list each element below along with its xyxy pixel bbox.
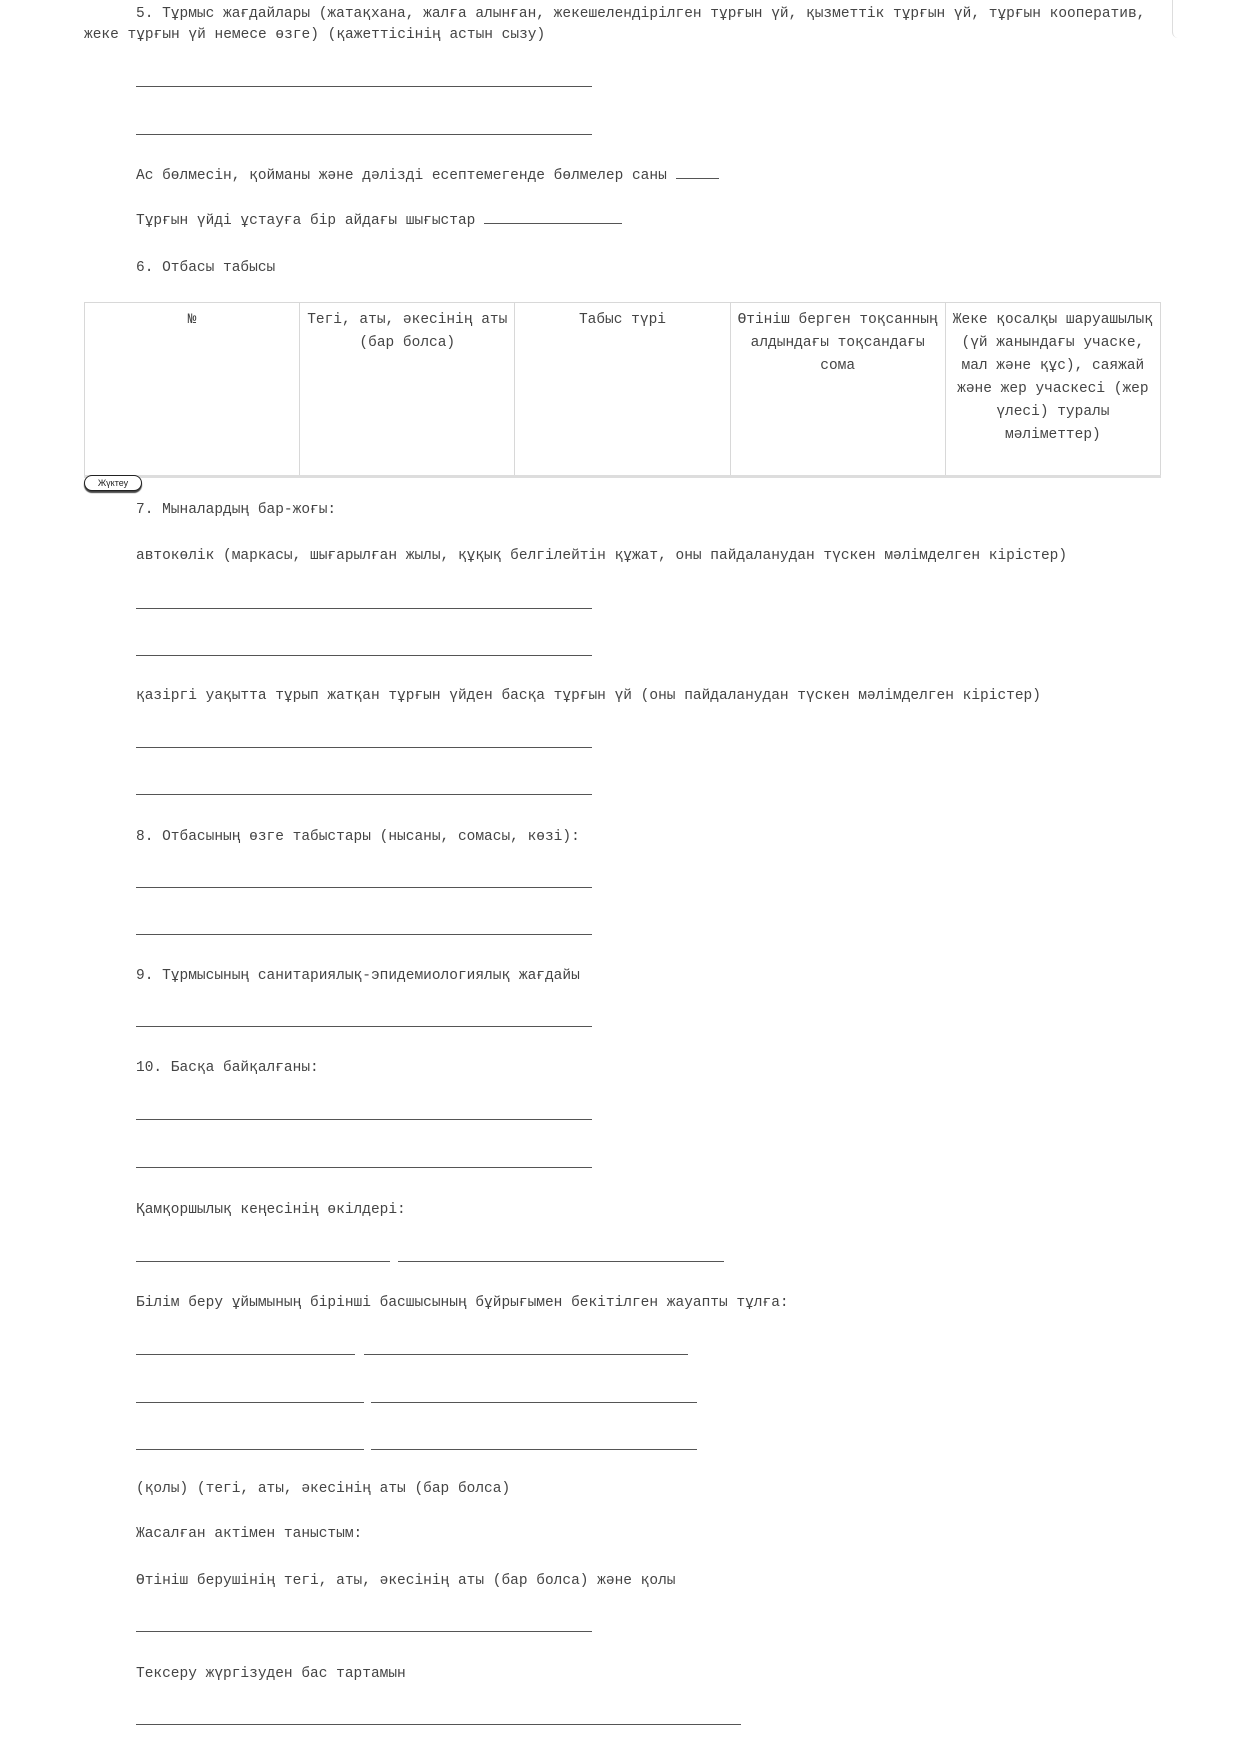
blank-line <box>136 934 592 935</box>
section9-title: 9. Тұрмысының санитариялық-эпидемиологиялық жағдайы <box>136 968 580 984</box>
housing-label: қазіргі уақытта тұрып жатқан тұрғын үйден басқа тұрғын үй (оны пайдаланудан түскен мәлімделген кірістер) <box>136 688 1041 704</box>
council-label: Қамқоршылық кеңесінің өкілдері: <box>136 1202 406 1218</box>
blank-line <box>136 1026 592 1027</box>
section8-title: 8. Отбасының өзге табыстары (нысаны, сомасы, көзі): <box>136 829 580 845</box>
blank-line <box>136 655 592 656</box>
name-line <box>398 1261 724 1262</box>
scroll-edge <box>1172 0 1183 38</box>
signature-line <box>136 1402 364 1403</box>
blank-line <box>136 1167 592 1168</box>
col-name: Тегі, аты, әкесінің аты (бар болса) <box>300 303 515 477</box>
name-line <box>371 1449 697 1450</box>
blank-line <box>136 134 592 135</box>
blank-line <box>136 86 592 87</box>
section10-title: 10. Басқа байқалғаны: <box>136 1060 319 1076</box>
name-line <box>371 1402 697 1403</box>
signature-line <box>136 1354 355 1355</box>
responsible-label: Білім беру ұйымының бірінші басшысының бұйрығымен бекітілген жауапты тұлға: <box>136 1295 789 1311</box>
col-amount: Өтініш берген тоқсанның алдындағы тоқсандағы сома <box>730 303 945 477</box>
applicant-label: Өтініш берушінің тегі, аты, әкесінің аты (бар болса) және қолы <box>136 1573 676 1589</box>
upload-button[interactable]: Жүктеу <box>84 475 142 491</box>
blank-line <box>136 1724 741 1725</box>
signature-line <box>136 1261 390 1262</box>
rooms-label: Ас бөлмесін, қойманы және дәлізді есептемегенде бөлмелер саны <box>136 166 719 186</box>
refuse-label: Тексеру жүргізуден бас тартамын <box>136 1666 406 1682</box>
expenses-label: Тұрғын үйді ұстауға бір айдағы шығыстар <box>136 211 622 231</box>
blank-line <box>136 1119 592 1120</box>
section6-title: 6. Отбасы табысы <box>136 260 276 276</box>
col-number: № <box>85 303 300 477</box>
table-header-row <box>85 303 1161 477</box>
blank-line <box>136 887 592 888</box>
col-income-type: Табыс түрі <box>515 303 730 477</box>
blank-line <box>136 794 592 795</box>
income-table <box>84 302 1161 478</box>
section7-title: 7. Мыналардың бар-жоғы: <box>136 502 337 518</box>
vehicle-label: автокөлік (маркасы, шығарылған жылы, құқық белгілейтін құжат, оны пайдаланудан түскен мәлімделген кірістер) <box>136 548 1068 564</box>
signature-line <box>136 1449 364 1450</box>
section5-line2: жеке тұрғын үй немесе өзге) (қажеттісінің астын сызу) <box>84 27 546 43</box>
col-farm-info: Жеке қосалқы шаруашылық (үй жанындағы учаске, мал және құс), саяжай және жер учаскесі (жер үлесі) туралы мәліметтер) <box>945 303 1160 477</box>
acquainted-label: Жасалған актімен таныстым: <box>136 1526 363 1542</box>
blank-line <box>136 747 592 748</box>
section5-line1: 5. Тұрмыс жағдайлары (жатақхана, жалға алынған, жекешелендірілген тұрғын үй, қызметтік тұрғын үй, тұрғын кооператив, <box>136 6 1146 22</box>
blank-line <box>136 608 592 609</box>
blank-line <box>136 1631 592 1632</box>
signature-caption: (қолы) (тегі, аты, әкесінің аты (бар болса) <box>136 1481 511 1497</box>
name-line <box>364 1354 688 1355</box>
